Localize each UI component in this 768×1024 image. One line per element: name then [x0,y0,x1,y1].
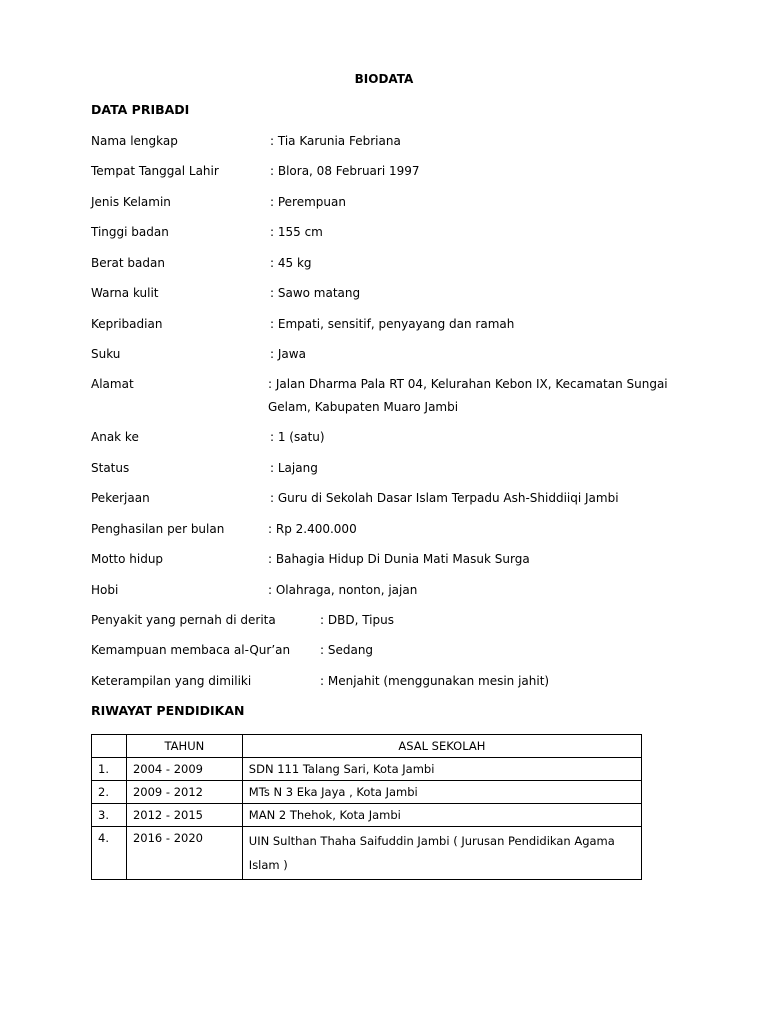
table-row [92,758,642,781]
row-year: 2016 - 2020 [126,827,242,880]
field-value-gender: : Perempuan [270,195,346,209]
table-row [92,781,642,804]
field-label-personality: Kepribadian [91,317,163,331]
field-label-occupation: Pekerjaan [91,491,150,505]
field-value-skills: : Menjahit (menggunakan mesin jahit) [320,674,550,688]
row-school: MAN 2 Thehok, Kota Jambi [242,804,641,827]
row-school: SDN 111 Talang Sari, Kota Jambi [242,758,641,781]
field-label-height: Tinggi badan [91,225,169,239]
field-label-marital-status: Status [91,461,130,475]
document-title: BIODATA [354,72,414,86]
section-heading-education: RIWAYAT PENDIDIKAN [91,703,245,718]
row-number: 3. [92,804,127,827]
table-row [92,827,642,880]
field-label-hobby: Hobi [91,583,119,597]
row-school: UIN Sulthan Thaha Saifuddin Jambi ( Jurusan Pendidikan Agama Islam ) [242,827,641,880]
field-label-weight: Berat badan [91,256,165,270]
field-label-skills: Keterampilan yang dimiliki [91,674,252,688]
row-year: 2009 - 2012 [126,781,242,804]
row-year: 2004 - 2009 [126,758,242,781]
field-value-illness-history: : DBD, Tipus [320,613,394,627]
field-value-quran-reading: : Sedang [320,643,374,657]
row-number: 1. [92,758,127,781]
field-label-address: Alamat [91,377,134,391]
field-label-monthly-income: Penghasilan per bulan [91,522,225,536]
section-heading-personal-data: DATA PRIBADI [91,102,190,117]
table-header-year: TAHUN [126,735,242,758]
field-value-address-line2: Gelam, Kabupaten Muaro Jambi [268,400,459,414]
field-value-occupation: : Guru di Sekolah Dasar Islam Terpadu Ash-Shiddiiqi Jambi [270,491,619,505]
field-label-ethnicity: Suku [91,347,121,361]
field-value-life-motto: : Bahagia Hidup Di Dunia Mati Masuk Surga [268,552,530,566]
field-value-ethnicity: : Jawa [270,347,306,361]
field-value-monthly-income: : Rp 2.400.000 [268,522,357,536]
table-header-school: ASAL SEKOLAH [242,735,641,758]
field-label-illness-history: Penyakit yang pernah di derita [91,613,276,627]
field-value-weight: : 45 kg [270,256,312,270]
field-value-birth-place-date: : Blora, 08 Februari 1997 [270,164,420,178]
education-table [91,734,642,880]
row-school: MTs N 3 Eka Jaya , Kota Jambi [242,781,641,804]
table-header-row [92,735,642,758]
row-year: 2012 - 2015 [126,804,242,827]
field-label-birth-place-date: Tempat Tanggal Lahir [91,164,219,178]
field-label-skin-color: Warna kulit [91,286,159,300]
field-value-child-order: : 1 (satu) [270,430,325,444]
field-value-hobby: : Olahraga, nonton, jajan [268,583,418,597]
table-header-number [92,735,127,758]
row-number: 4. [92,827,127,880]
field-value-skin-color: : Sawo matang [270,286,361,300]
field-value-height: : 155 cm [270,225,323,239]
field-value-marital-status: : Lajang [270,461,318,475]
field-label-gender: Jenis Kelamin [91,195,171,209]
table-row [92,804,642,827]
field-value-address: : Jalan Dharma Pala RT 04, Kelurahan Kebon IX, Kecamatan Sungai [268,377,668,391]
row-number: 2. [92,781,127,804]
field-value-personality: : Empati, sensitif, penyayang dan ramah [270,317,515,331]
field-value-full-name: : Tia Karunia Febriana [270,134,401,148]
field-label-quran-reading: Kemampuan membaca al-Qur’an [91,643,291,657]
field-label-child-order: Anak ke [91,430,139,444]
field-label-full-name: Nama lengkap [91,134,178,148]
field-label-life-motto: Motto hidup [91,552,164,566]
